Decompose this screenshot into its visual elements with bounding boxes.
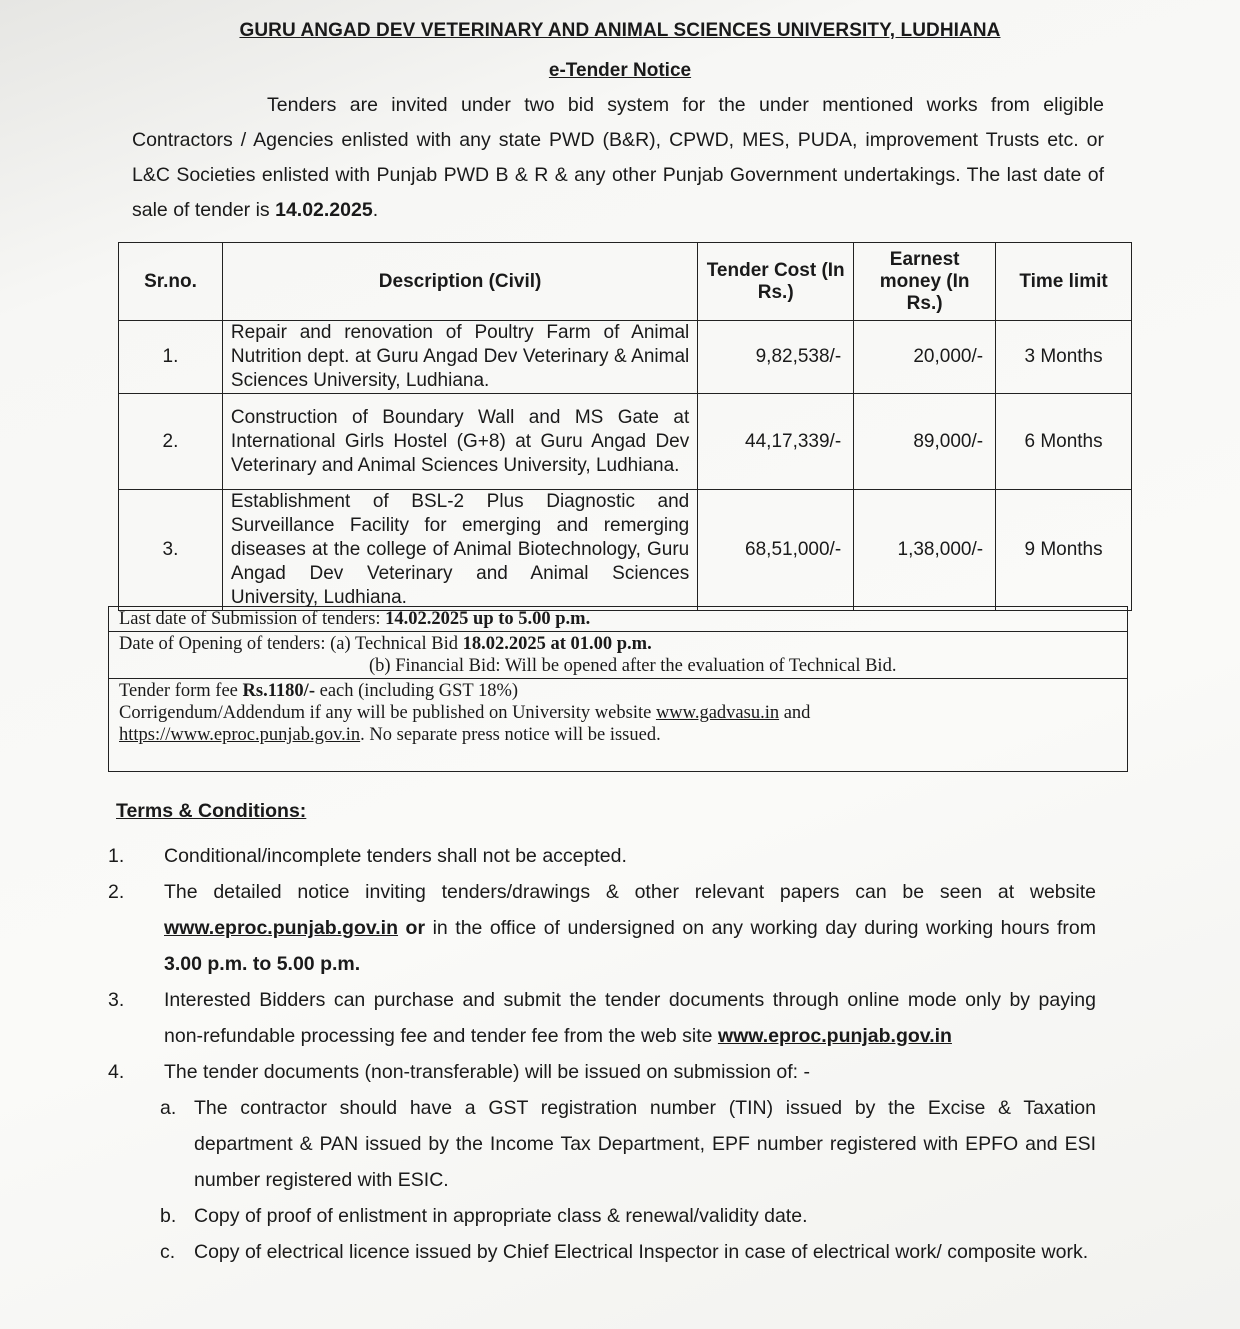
row-srno: 2. [119,394,223,490]
term-text-part: Interested Bidders can purchase and submit the tender documents through online mode only by paying non-refundable processing fee and tender fee from the web site [164,989,1096,1047]
sub-letter: b. [160,1205,177,1227]
header-time: Time limit [996,243,1132,321]
header-description: Description (Civil) [222,243,697,321]
term-number: 2. [108,881,125,903]
term-number: 1. [108,845,125,867]
row-cost: 68,51,000/- [698,490,854,611]
row-description: Construction of Boundary Wall and MS Gate at International Girls Hostel (G+8) at Guru Angad Dev Veterinary and Animal Sciences University, Ludhiana. [222,394,697,490]
university-website-link[interactable]: www.gadvasu.in [655,703,780,723]
term-text-part: in the office of undersigned on any working day during working hours from [425,917,1096,939]
term-number: 3. [108,989,125,1011]
working-hours: 3.00 p.m. to 5.00 p.m. [164,953,361,975]
term-text-bold: or [398,917,426,939]
schedule-box [108,606,1128,772]
works-table [118,242,1132,611]
row-earnest: 89,000/- [854,394,996,490]
header-earnest: Earnest money (In Rs.) [854,243,996,321]
row-description: Establishment of BSL-2 Plus Diagnostic and Surveillance Facility for emerging and remerging diseases at the college of Animal Biotechnology, Guru Angad Dev Veterinary and Animal Sciences University, Ludhiana. [222,490,697,611]
opening-row [109,632,1127,679]
corrigendum-text: Corrigendum/Addendum if any will be published on University website [119,703,656,723]
fee-value: Rs.1180/- [242,681,315,701]
term-item [108,838,1096,874]
row-cost: 44,17,339/- [698,394,854,490]
row-time: 9 Months [996,490,1132,611]
table-header-row [119,243,1132,321]
sub-letter: a. [160,1097,177,1119]
eproc-link[interactable]: www.eproc.punjab.gov.in [164,917,399,939]
eproc-website-link[interactable]: https://www.eproc.punjab.gov.in [119,725,361,745]
university-title: GURU ANGAD DEV VETERINARY AND ANIMAL SCIENCES UNIVERSITY, LUDHIANA [239,20,1001,41]
and-text: and [779,703,811,723]
intro-paragraph [132,88,1104,228]
intro-end: . [372,199,379,221]
submission-row [109,607,1127,632]
row-earnest: 20,000/- [854,321,996,394]
opening-label: Date of Opening of tenders: (a) Technical Bid [119,634,463,654]
row-time: 6 Months [996,394,1132,490]
submission-value: 14.02.2025 up to 5.00 p.m. [385,609,591,629]
sub-text: Copy of electrical licence issued by Chief Electrical Inspector in case of electrical work/ composite work. [194,1241,1089,1263]
row-srno: 1. [119,321,223,394]
term-item [108,874,1096,982]
sub-item [160,1234,1096,1270]
header-cost: Tender Cost (In Rs.) [698,243,854,321]
fee-label: Tender form fee [119,681,243,701]
row-time: 3 Months [996,321,1132,394]
term-text [164,874,1096,982]
press-text: . No separate press notice will be issued. [360,725,661,745]
term-number: 4. [108,1061,125,1083]
sub-item [160,1090,1096,1198]
header-srno: Sr.no. [119,243,223,321]
table-row [119,394,1132,490]
intro-text: Tenders are invited under two bid system for the under mentioned works from eligible Contractors / Agencies enlisted with any state PWD (B&R), CPWD, MES, PUDA, improvement Trusts etc. or L&C Societies enlisted with Punjab PWD B & R & any other Punjab Government undertakings. The last date of sale of tender is [132,94,1104,221]
term-text-part: The detailed notice inviting tenders/drawings & other relevant papers can be seen at website [164,881,1096,903]
terms-list [108,838,1096,1270]
fee-row [109,679,1127,771]
table-row [119,490,1132,611]
term-item [108,1054,1096,1090]
row-description: Repair and renovation of Poultry Farm of Animal Nutrition dept. at Guru Angad Dev Veterinary & Animal Sciences University, Ludhiana. [222,321,697,394]
opening-value: 18.02.2025 at 01.00 p.m. [462,634,652,654]
sub-text: The contractor should have a GST registration number (TIN) issued by the Excise & Taxation department & PAN issued by the Income Tax Department, EPF number registered with EPFO and ESI number registered with ESIC. [194,1097,1096,1191]
terms-heading: Terms & Conditions: [116,800,307,822]
sub-item [160,1198,1096,1234]
sub-letter: c. [160,1241,176,1263]
term-item [108,982,1096,1054]
eproc-link[interactable]: www.eproc.punjab.gov.in [717,1025,952,1047]
term-text [164,982,1096,1054]
row-cost: 9,82,538/- [698,321,854,394]
term-text: Conditional/incomplete tenders shall not be accepted. [164,845,627,867]
submission-label: Last date of Submission of tenders: [119,609,386,629]
term-text: The tender documents (non-transferable) will be issued on submission of: - [164,1061,810,1083]
last-sale-date: 14.02.2025 [275,199,373,221]
sub-text: Copy of proof of enlistment in appropriate class & renewal/validity date. [194,1205,808,1227]
notice-title: e-Tender Notice [548,60,692,81]
table-row [119,321,1132,394]
row-srno: 3. [119,490,223,611]
row-earnest: 1,38,000/- [854,490,996,611]
financial-bid: (b) Financial Bid: Will be opened after the evaluation of Technical Bid. [369,656,897,676]
fee-rest: each (including GST 18%) [314,681,519,701]
